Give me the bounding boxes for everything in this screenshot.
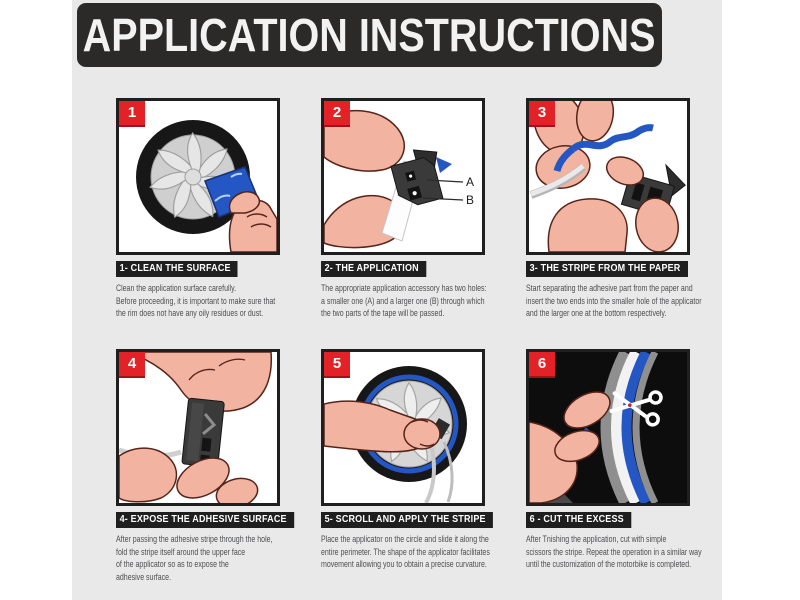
step-3-title: 3- THE STRIPE FROM THE PAPER bbox=[526, 261, 688, 277]
step-4-title: 4- EXPOSE THE ADHESIVE SURFACE bbox=[116, 512, 294, 528]
description-line: Place the applicator on the circle and slide it along the bbox=[321, 534, 489, 544]
blue-stripe-tip bbox=[436, 157, 452, 173]
step-2-title: 2- THE APPLICATION bbox=[321, 261, 426, 277]
step-2-card bbox=[321, 98, 526, 320]
description-line: the two parts of the tape will be passed. bbox=[321, 308, 445, 319]
description-line: The appropriate application accessory has two holes: bbox=[321, 283, 487, 293]
step-2-number-badge: 2 bbox=[324, 101, 350, 125]
step-1-description bbox=[116, 282, 319, 320]
step-6-card bbox=[526, 349, 731, 571]
step-5-description bbox=[321, 533, 524, 571]
step-3-number-badge: 3 bbox=[529, 101, 555, 125]
step-3-description bbox=[526, 282, 729, 320]
description-line: Before proceeding, it is important to make sure that bbox=[116, 295, 276, 306]
step-4-description bbox=[116, 533, 319, 583]
step-1-title: 1- CLEAN THE SURFACE bbox=[116, 261, 238, 277]
step-2-illustration-box bbox=[321, 98, 485, 255]
applicator bbox=[182, 398, 225, 467]
description-line: Clean the application surface carefully. bbox=[116, 283, 237, 293]
hole-a-label: A bbox=[466, 175, 475, 189]
step-3-card bbox=[526, 98, 731, 320]
step-1-illustration-box bbox=[116, 98, 280, 255]
step-5-title: 5- SCROLL AND APPLY THE STRIPE bbox=[321, 512, 493, 528]
hole-b-label: B bbox=[466, 193, 475, 207]
description-line: the rim does not have any oily residues or dust. bbox=[116, 308, 264, 319]
step-6-description bbox=[526, 533, 729, 571]
step-4-illustration-box bbox=[116, 349, 280, 506]
step-1-number-badge: 1 bbox=[119, 101, 145, 125]
step-5-illustration-box bbox=[321, 349, 485, 506]
step-4-number-badge: 4 bbox=[119, 352, 145, 376]
step-6-illustration-box bbox=[526, 349, 690, 506]
step-6-title: 6 - CUT THE EXCESS bbox=[526, 512, 631, 528]
header-banner bbox=[77, 3, 662, 67]
description-line: movement allowing you to obtain a precise curvature. bbox=[321, 559, 487, 570]
description-line: Start separating the adhesive part from the paper and bbox=[526, 283, 693, 293]
description-line: and the larger one at the bottom respectively. bbox=[526, 308, 667, 319]
description-line: insert the two ends into the smaller hole of the applicator bbox=[526, 295, 702, 306]
description-line: of the applicator so as to expose the bbox=[116, 559, 229, 570]
step-2-description bbox=[321, 282, 524, 320]
page-title: APPLICATION INSTRUCTIONS bbox=[83, 9, 656, 61]
description-line: After Tnishing the application, cut with simple bbox=[526, 534, 667, 544]
description-line: After passing the adhesive stripe through the hole, bbox=[116, 534, 273, 544]
description-line: scissors the stripe. Repeat the operation in a similar way bbox=[526, 546, 702, 557]
step-5-number-badge: 5 bbox=[324, 352, 350, 376]
step-6-number-badge: 6 bbox=[529, 352, 555, 376]
description-line: adhesive surface. bbox=[116, 571, 172, 582]
description-line: until the customization of the motorbike is completed. bbox=[526, 559, 692, 570]
description-line: fold the stripe itself around the upper face bbox=[116, 546, 246, 557]
step-5-card bbox=[321, 349, 526, 571]
description-line: a smaller one (A) and a larger one (B) through which bbox=[321, 295, 485, 306]
step-4-card bbox=[116, 349, 321, 583]
thumb-shape bbox=[119, 448, 176, 502]
step-1-card bbox=[116, 98, 321, 320]
description-line: entire perimeter. The shape of the applicator facilitates bbox=[321, 546, 490, 557]
hand-shape bbox=[548, 199, 627, 252]
step-3-illustration-box bbox=[526, 98, 690, 255]
